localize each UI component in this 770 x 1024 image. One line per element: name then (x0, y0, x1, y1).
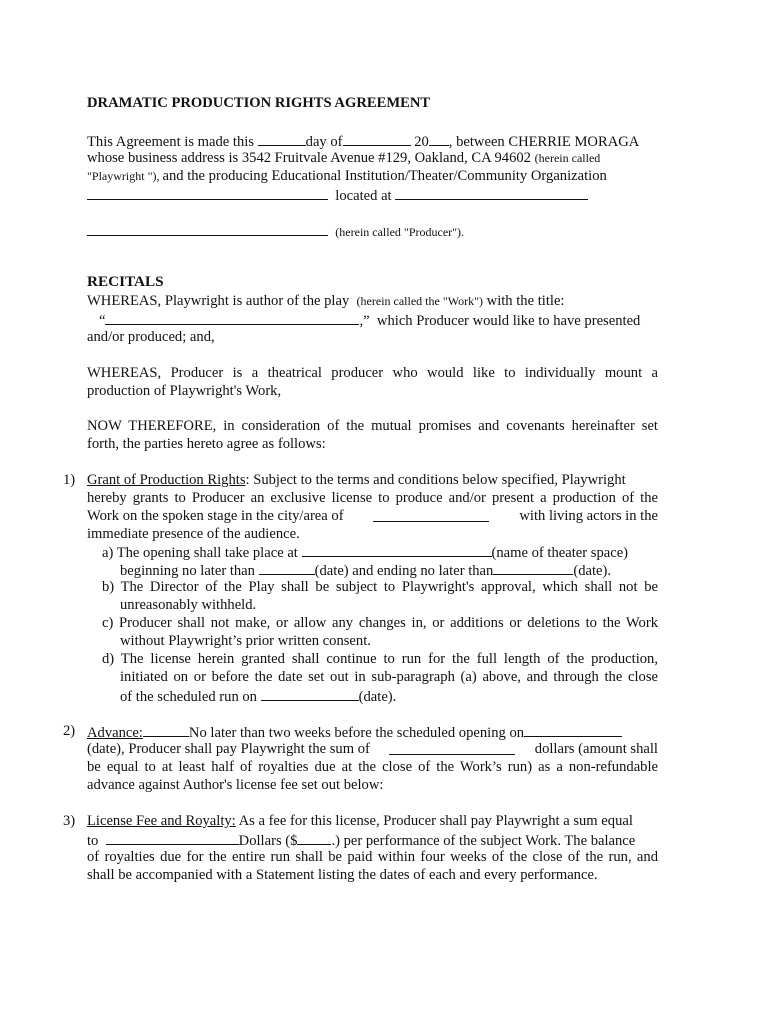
recital-2 (87, 364, 658, 400)
section-2-text: dollars (amount shall (534, 741, 658, 757)
now-therefore (87, 417, 658, 453)
advance-amount-blank[interactable] (389, 740, 515, 755)
clause-a-line-1 (102, 542, 628, 562)
clause-b-line-2: unreasonably withheld. (120, 597, 257, 613)
section-2-text: (date), Producer shall pay Playwright the sum of (87, 741, 370, 757)
recital-1-line-1 (87, 292, 564, 310)
section-3-text: Dollars ($ (238, 833, 298, 849)
clause-d-line-2: initiated on or before the date set out in sub-paragraph (a) above, and through the close (120, 669, 658, 685)
recital-2-line-2: production of Playwright's Work, (87, 383, 282, 399)
section-1-line-1 (87, 471, 626, 489)
section-2-number: 2) (63, 723, 76, 739)
section-3-text: .) per performance of the subject Work. The balance (331, 833, 636, 849)
section-1-line-2: hereby grants to Producer an exclusive license to produce and/or present a production of the (87, 490, 658, 506)
intro-text: day of (305, 134, 343, 150)
intro-line-1 (87, 131, 639, 151)
opening-date-blank[interactable] (524, 722, 622, 737)
open-quote: “ (99, 313, 106, 329)
section-2-line-4: advance against Author's license fee set out below: (87, 777, 384, 793)
section-3-text: As a fee for this license, Producer shall pay Playwright a sum equal (235, 813, 633, 829)
day-blank[interactable] (258, 131, 306, 146)
clause-d-line-3 (120, 686, 396, 706)
clause-a-text: (date). (573, 563, 612, 579)
intro-line-4 (87, 185, 588, 205)
clause-a-text: (date) and ending no later than (314, 563, 494, 579)
run-end-date-blank[interactable] (261, 686, 359, 701)
section-2-heading: Advance: (87, 725, 143, 741)
intro-text: located at (335, 188, 392, 204)
section-3-line-3: of royalties due for the entire run shall be paid within four weeks of the close of the run, and (87, 849, 658, 865)
close-quote: ,” (359, 313, 370, 329)
producer-address-blank[interactable] (87, 221, 328, 236)
clause-d-text: (date). (358, 689, 397, 705)
clause-a-line-2 (120, 560, 611, 580)
intro-line-5 (87, 221, 464, 241)
section-1-text: : Subject to the terms and conditions below specified, Playwright (245, 472, 626, 488)
fee-dollar-blank[interactable] (297, 830, 331, 845)
section-1-heading: Grant of Production Rights (87, 472, 246, 488)
section-3-number: 3) (63, 813, 76, 829)
recital-2-line-1: WHEREAS, Producer is a theatrical producer who would like to individually mount a (87, 365, 658, 381)
month-blank[interactable] (343, 131, 411, 146)
section-3-line-4: shall be accompanied with a Statement listing the dates of each and every performance. (87, 867, 598, 883)
section-2-line-1 (87, 722, 622, 742)
intro-text: This Agreement is made this (87, 134, 254, 150)
advance-blank[interactable] (143, 722, 189, 737)
intro-text: and the producing Educational Institution/Theater/Community Organization (162, 168, 607, 184)
intro-text-small: (herein called (534, 151, 601, 165)
producer-location-blank[interactable] (395, 185, 588, 200)
clause-a-text: (name of theater space) (491, 545, 629, 561)
section-1-line-3 (87, 507, 658, 525)
section-1-number: 1) (63, 472, 76, 488)
section-2-line-2 (87, 740, 658, 758)
intro-text: , between CHERRIE MORAGA (448, 134, 640, 150)
section-3-line-2 (87, 830, 635, 850)
fee-amount-blank[interactable] (106, 830, 239, 845)
section-1-text: Work on the spoken stage in the city/area of (87, 508, 344, 524)
play-title-blank[interactable] (105, 310, 359, 325)
producer-name-blank[interactable] (87, 185, 328, 200)
recital-1-line-3: and/or produced; and, (87, 329, 215, 345)
city-area-blank[interactable] (373, 507, 489, 522)
intro-text: 20 (414, 134, 429, 150)
recital-text-small: (herein called the "Work") (356, 294, 483, 308)
recital-text: with the title: (486, 293, 565, 309)
section-3-line-1 (87, 812, 633, 830)
now-therefore-line-2: forth, the parties hereto agree as follows: (87, 436, 326, 452)
section-1-line-4: immediate presence of the audience. (87, 526, 300, 542)
clause-c-line-2: without Playwright’s prior written consent. (120, 633, 371, 649)
section-2-line-3: be equal to at least half of royalties due at the close of the Work’s run) as a non-refundable (87, 759, 658, 775)
theater-space-blank[interactable] (302, 542, 492, 557)
clause-d-text: of the scheduled run on (120, 689, 257, 705)
clause-b-line-1: b) The Director of the Play shall be subject to Playwright's approval, which shall not be (102, 579, 658, 595)
recital-1-line-2 (99, 310, 640, 330)
recitals-heading: RECITALS (87, 273, 164, 290)
section-3-heading: License Fee and Royalty: (87, 813, 236, 829)
year-blank[interactable] (429, 131, 449, 146)
end-date-blank[interactable] (493, 560, 573, 575)
start-date-blank[interactable] (259, 560, 315, 575)
clause-c-line-1: c) Producer shall not make, or allow any changes in, or additions or deletions to the Work (102, 615, 658, 631)
intro-text: whose business address is 3542 Fruitvale Avenue #129, Oakland, CA 94602 (87, 150, 531, 166)
now-therefore-line-1: NOW THEREFORE, in consideration of the mutual promises and covenants hereinafter set (87, 418, 658, 434)
section-3-text: to (87, 833, 99, 849)
clause-d-line-1: d) The license herein granted shall continue to run for the full length of the production, (102, 651, 658, 667)
intro-line-2 (87, 149, 600, 167)
section-2-text: No later than two weeks before the scheduled opening on (188, 725, 525, 741)
clause-a-text: a) The opening shall take place at (102, 545, 298, 561)
intro-text-small: (herein called "Producer"). (335, 225, 465, 239)
section-1-text: with living actors in the (519, 508, 658, 524)
clause-a-text: beginning no later than (120, 563, 255, 579)
recital-text: WHEREAS, Playwright is author of the play (87, 293, 350, 309)
recital-text: which Producer would like to have presented (376, 313, 641, 329)
intro-text-small: "Playwright "), (87, 169, 163, 183)
document-title: DRAMATIC PRODUCTION RIGHTS AGREEMENT (87, 95, 431, 111)
intro-line-3 (87, 167, 607, 185)
